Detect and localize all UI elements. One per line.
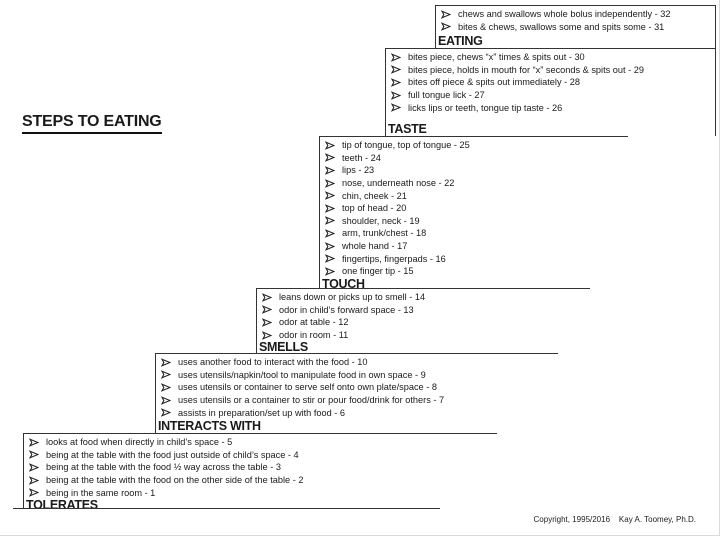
arrow-bullet-icon <box>391 103 401 112</box>
list-item <box>262 329 590 342</box>
item-text: odor in room - 11 <box>279 330 349 341</box>
section-items <box>156 354 558 419</box>
arrow-bullet-icon <box>391 65 401 74</box>
arrow-bullet-icon <box>161 370 171 379</box>
list-item <box>325 240 628 253</box>
item-text: bites piece, chews “x” times & spits out - 30 <box>408 52 585 63</box>
arrow-bullet-icon <box>325 267 335 276</box>
item-text: assists in preparation/set up with food - 6 <box>178 407 345 418</box>
list-item <box>161 356 558 369</box>
section-taste <box>385 48 716 136</box>
item-text: fingertips, fingerpads - 16 <box>342 253 446 264</box>
item-text: lips - 23 <box>342 165 375 176</box>
arrow-bullet-icon <box>262 331 272 340</box>
list-item <box>391 64 715 77</box>
item-text: shoulder, neck - 19 <box>342 215 420 226</box>
item-text: odor at table - 12 <box>279 317 349 328</box>
list-item <box>325 252 628 265</box>
arrow-bullet-icon <box>441 10 451 19</box>
arrow-bullet-icon <box>161 396 171 405</box>
arrow-bullet-icon <box>325 216 335 225</box>
item-text: uses utensils or a container to stir or pour food/drink for others - 7 <box>178 395 445 406</box>
list-item <box>29 486 497 499</box>
section-heading-eating: EATING <box>438 34 483 48</box>
page-title: STEPS TO EATING <box>22 113 162 134</box>
item-text: top of head - 20 <box>342 203 407 214</box>
section-items <box>386 49 715 114</box>
list-item <box>391 51 715 64</box>
arrow-bullet-icon <box>29 450 39 459</box>
section-heading-smells: SMELLS <box>259 340 308 355</box>
section-heading-interacts-with: INTERACTS WITH <box>158 419 261 433</box>
item-text: uses utensils/napkin/tool to manipulate food in own space - 9 <box>178 369 426 380</box>
list-item <box>161 381 558 394</box>
list-item <box>325 215 628 228</box>
copyright-text: Copyright, 1995/2016 Kay A. Toomey, Ph.D. <box>533 515 696 524</box>
arrow-bullet-icon <box>325 254 335 263</box>
arrow-bullet-icon <box>325 191 335 200</box>
item-text: chin, cheek - 21 <box>342 190 407 201</box>
section-items <box>24 434 497 499</box>
arrow-bullet-icon <box>391 78 401 87</box>
list-item <box>325 139 628 152</box>
item-text: being at the table with the food on the other side of the table - 2 <box>46 475 304 486</box>
list-item <box>325 152 628 165</box>
arrow-bullet-icon <box>325 141 335 150</box>
arrow-bullet-icon <box>325 153 335 162</box>
section-heading-tolerates: TOLERATES <box>26 497 98 512</box>
arrow-bullet-icon <box>161 383 171 392</box>
item-text: odor in child’s forward space - 13 <box>279 304 414 315</box>
section-touch <box>319 136 628 291</box>
list-item <box>441 21 715 34</box>
item-text: being in the same room - 1 <box>46 487 156 498</box>
list-item <box>325 177 628 190</box>
arrow-bullet-icon <box>325 229 335 238</box>
list-item <box>29 449 497 462</box>
list-item <box>441 8 715 21</box>
item-text: whole hand - 17 <box>342 241 408 252</box>
item-text: arm, trunk/chest - 18 <box>342 228 427 239</box>
item-text: licks lips or teeth, tongue tip taste - 26 <box>408 102 563 113</box>
section-tolerates <box>23 433 497 512</box>
list-item <box>262 316 590 329</box>
list-item <box>325 227 628 240</box>
section-eating <box>435 5 716 48</box>
list-item <box>391 101 715 114</box>
list-item <box>161 369 558 382</box>
arrow-bullet-icon <box>325 242 335 251</box>
item-text: tip of tongue, top of tongue - 25 <box>342 140 470 151</box>
list-item <box>391 76 715 89</box>
item-text: uses utensils or container to serve self onto own plate/space - 8 <box>178 382 437 393</box>
list-item <box>161 394 558 407</box>
item-text: leans down or picks up to smell - 14 <box>279 292 426 303</box>
list-item <box>262 304 590 317</box>
arrow-bullet-icon <box>262 293 272 302</box>
list-item <box>29 474 497 487</box>
section-items <box>436 6 715 33</box>
item-text: full tongue lick - 27 <box>408 90 485 101</box>
arrow-bullet-icon <box>262 318 272 327</box>
item-text: teeth - 24 <box>342 152 381 163</box>
list-item <box>325 265 628 278</box>
arrow-bullet-icon <box>29 476 39 485</box>
list-item <box>391 89 715 102</box>
list-item <box>29 436 497 449</box>
arrow-bullet-icon <box>441 22 451 31</box>
item-text: looks at food when directly in child’s space - 5 <box>46 437 233 448</box>
list-item <box>325 202 628 215</box>
item-text: bites piece, holds in mouth for “x” seconds & spits out - 29 <box>408 64 644 75</box>
item-text: uses another food to interact with the food - 10 <box>178 357 368 368</box>
tolerates-underline <box>13 508 440 509</box>
item-text: nose, underneath nose - 22 <box>342 178 455 189</box>
section-items <box>320 137 628 278</box>
arrow-bullet-icon <box>325 204 335 213</box>
section-smells <box>256 288 590 353</box>
item-text: being at the table with the food ½ way across the table - 3 <box>46 462 281 473</box>
arrow-bullet-icon <box>29 463 39 472</box>
item-text: bites off piece & spits out immediately - 28 <box>408 77 580 88</box>
list-item <box>262 291 590 304</box>
list-item <box>29 461 497 474</box>
arrow-bullet-icon <box>325 166 335 175</box>
section-interacts-with <box>155 353 558 433</box>
list-item <box>161 406 558 419</box>
section-heading-taste: TASTE <box>388 122 427 136</box>
arrow-bullet-icon <box>325 179 335 188</box>
section-items <box>257 289 590 341</box>
arrow-bullet-icon <box>29 438 39 447</box>
section-heading-touch: TOUCH <box>322 276 365 291</box>
arrow-bullet-icon <box>161 408 171 417</box>
arrow-bullet-icon <box>161 358 171 367</box>
item-text: one finger tip - 15 <box>342 266 414 277</box>
arrow-bullet-icon <box>391 53 401 62</box>
arrow-bullet-icon <box>29 488 39 497</box>
arrow-bullet-icon <box>262 305 272 314</box>
item-text: chews and swallows whole bolus independently - 32 <box>458 9 671 20</box>
item-text: being at the table with the food just outside of child’s space - 4 <box>46 449 299 460</box>
list-item <box>325 189 628 202</box>
item-text: bites & chews, swallows some and spits some - 31 <box>458 21 665 32</box>
list-item <box>325 164 628 177</box>
arrow-bullet-icon <box>391 91 401 100</box>
